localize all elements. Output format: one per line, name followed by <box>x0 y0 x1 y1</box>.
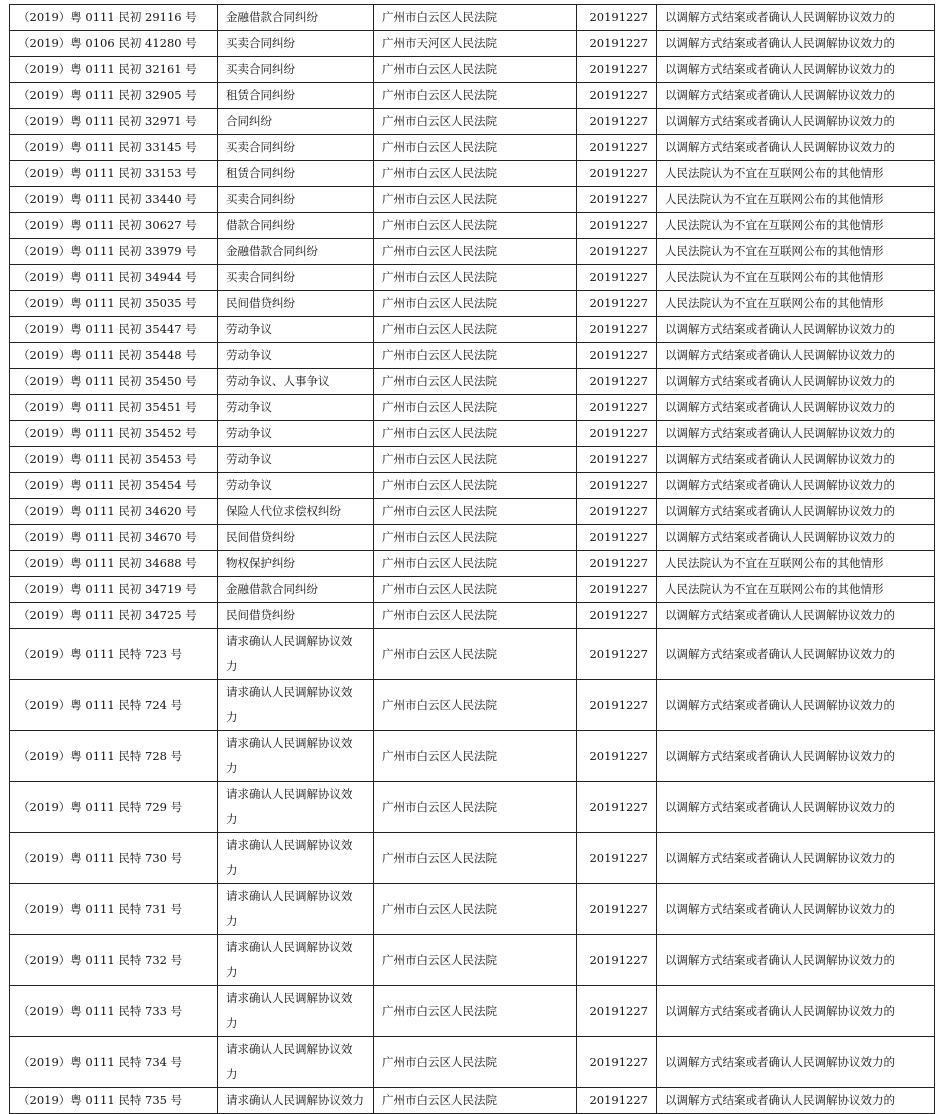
court-name-cell: 广州市白云区人民法院 <box>374 577 577 603</box>
date-cell: 20191227 <box>577 884 657 935</box>
court-name-cell: 广州市白云区人民法院 <box>374 551 577 577</box>
date-cell: 20191227 <box>577 986 657 1037</box>
date-cell: 20191227 <box>577 31 657 57</box>
date-cell: 20191227 <box>577 525 657 551</box>
case-cause-cell: 金融借款合同纠纷 <box>218 5 374 31</box>
reason-cell: 人民法院认为不宜在互联网公布的其他情形 <box>657 265 935 291</box>
court-name-cell: 广州市白云区人民法院 <box>374 680 577 731</box>
court-name-cell: 广州市白云区人民法院 <box>374 731 577 782</box>
reason-cell: 以调解方式结案或者确认人民调解协议效力的 <box>657 109 935 135</box>
reason-cell: 人民法院认为不宜在互联网公布的其他情形 <box>657 161 935 187</box>
case-number-cell: （2019）粤 0106 民初 41280 号 <box>10 31 218 57</box>
case-cause-cell: 买卖合同纠纷 <box>218 57 374 83</box>
date-cell: 20191227 <box>577 1088 657 1114</box>
case-cause-cell: 请求确认人民调解协议效力 <box>218 935 374 986</box>
reason-cell: 人民法院认为不宜在互联网公布的其他情形 <box>657 551 935 577</box>
case-number-cell: （2019）粤 0111 民初 33979 号 <box>10 239 218 265</box>
court-name-cell: 广州市白云区人民法院 <box>374 884 577 935</box>
date-cell: 20191227 <box>577 731 657 782</box>
table-row <box>10 1088 935 1114</box>
table-row <box>10 499 935 525</box>
reason-cell: 人民法院认为不宜在互联网公布的其他情形 <box>657 577 935 603</box>
reason-cell: 以调解方式结案或者确认人民调解协议效力的 <box>657 135 935 161</box>
table-row <box>10 291 935 317</box>
case-cause-cell: 劳动争议 <box>218 395 374 421</box>
court-name-cell: 广州市白云区人民法院 <box>374 782 577 833</box>
case-number-cell: （2019）粤 0111 民初 33440 号 <box>10 187 218 213</box>
court-name-cell: 广州市白云区人民法院 <box>374 369 577 395</box>
case-cause-cell: 劳动争议、人事争议 <box>218 369 374 395</box>
reason-cell: 以调解方式结案或者确认人民调解协议效力的 <box>657 731 935 782</box>
reason-cell: 以调解方式结案或者确认人民调解协议效力的 <box>657 603 935 629</box>
date-cell: 20191227 <box>577 603 657 629</box>
court-name-cell: 广州市白云区人民法院 <box>374 395 577 421</box>
case-cause-cell: 请求确认人民调解协议效力 <box>218 1037 374 1088</box>
reason-cell: 以调解方式结案或者确认人民调解协议效力的 <box>657 317 935 343</box>
case-number-cell: （2019）粤 0111 民初 33153 号 <box>10 161 218 187</box>
court-name-cell: 广州市白云区人民法院 <box>374 109 577 135</box>
case-cause-cell: 民间借贷纠纷 <box>218 525 374 551</box>
case-number-cell: （2019）粤 0111 民初 35450 号 <box>10 369 218 395</box>
table-row <box>10 239 935 265</box>
reason-cell: 以调解方式结案或者确认人民调解协议效力的 <box>657 421 935 447</box>
table-row <box>10 447 935 473</box>
table-row <box>10 5 935 31</box>
table-row <box>10 395 935 421</box>
reason-cell: 以调解方式结案或者确认人民调解协议效力的 <box>657 343 935 369</box>
table-row <box>10 265 935 291</box>
date-cell: 20191227 <box>577 57 657 83</box>
reason-cell: 以调解方式结案或者确认人民调解协议效力的 <box>657 629 935 680</box>
reason-cell: 人民法院认为不宜在互联网公布的其他情形 <box>657 187 935 213</box>
court-name-cell: 广州市白云区人民法院 <box>374 343 577 369</box>
case-cause-cell: 租赁合同纠纷 <box>218 83 374 109</box>
table-row <box>10 31 935 57</box>
court-name-cell: 广州市白云区人民法院 <box>374 833 577 884</box>
case-cause-cell: 买卖合同纠纷 <box>218 265 374 291</box>
table-row <box>10 884 935 935</box>
case-number-cell: （2019）粤 0111 民初 34725 号 <box>10 603 218 629</box>
court-name-cell: 广州市白云区人民法院 <box>374 213 577 239</box>
case-number-cell: （2019）粤 0111 民初 35448 号 <box>10 343 218 369</box>
case-cause-cell: 民间借贷纠纷 <box>218 603 374 629</box>
date-cell: 20191227 <box>577 782 657 833</box>
case-number-cell: （2019）粤 0111 民初 30627 号 <box>10 213 218 239</box>
reason-cell: 以调解方式结案或者确认人民调解协议效力的 <box>657 83 935 109</box>
date-cell: 20191227 <box>577 499 657 525</box>
court-name-cell: 广州市白云区人民法院 <box>374 5 577 31</box>
reason-cell: 以调解方式结案或者确认人民调解协议效力的 <box>657 782 935 833</box>
table-row <box>10 577 935 603</box>
case-number-cell: （2019）粤 0111 民特 732 号 <box>10 935 218 986</box>
case-cause-cell: 劳动争议 <box>218 343 374 369</box>
court-name-cell: 广州市白云区人民法院 <box>374 986 577 1037</box>
date-cell: 20191227 <box>577 317 657 343</box>
case-cause-cell: 请求确认人民调解协议效力 <box>218 782 374 833</box>
reason-cell: 以调解方式结案或者确认人民调解协议效力的 <box>657 884 935 935</box>
date-cell: 20191227 <box>577 265 657 291</box>
case-number-cell: （2019）粤 0111 民初 32971 号 <box>10 109 218 135</box>
table-row <box>10 317 935 343</box>
case-cause-cell: 劳动争议 <box>218 473 374 499</box>
case-number-cell: （2019）粤 0111 民特 728 号 <box>10 731 218 782</box>
court-name-cell: 广州市白云区人民法院 <box>374 603 577 629</box>
date-cell: 20191227 <box>577 473 657 499</box>
date-cell: 20191227 <box>577 109 657 135</box>
court-name-cell: 广州市白云区人民法院 <box>374 161 577 187</box>
table-row <box>10 343 935 369</box>
case-number-cell: （2019）粤 0111 民初 35035 号 <box>10 291 218 317</box>
court-name-cell: 广州市白云区人民法院 <box>374 421 577 447</box>
court-name-cell: 广州市天河区人民法院 <box>374 31 577 57</box>
case-cause-cell: 劳动争议 <box>218 317 374 343</box>
case-cause-cell: 劳动争议 <box>218 421 374 447</box>
reason-cell: 以调解方式结案或者确认人民调解协议效力的 <box>657 369 935 395</box>
court-name-cell: 广州市白云区人民法院 <box>374 473 577 499</box>
date-cell: 20191227 <box>577 5 657 31</box>
case-cause-cell: 请求确认人民调解协议效力 <box>218 629 374 680</box>
case-number-cell: （2019）粤 0111 民初 29116 号 <box>10 5 218 31</box>
reason-cell: 人民法院认为不宜在互联网公布的其他情形 <box>657 239 935 265</box>
table-row <box>10 629 935 680</box>
date-cell: 20191227 <box>577 1037 657 1088</box>
case-cause-cell: 请求确认人民调解协议效力 <box>218 884 374 935</box>
court-name-cell: 广州市白云区人民法院 <box>374 499 577 525</box>
reason-cell: 以调解方式结案或者确认人民调解协议效力的 <box>657 986 935 1037</box>
table-row <box>10 525 935 551</box>
case-number-cell: （2019）粤 0111 民特 733 号 <box>10 986 218 1037</box>
date-cell: 20191227 <box>577 833 657 884</box>
case-number-cell: （2019）粤 0111 民初 34620 号 <box>10 499 218 525</box>
table-row <box>10 833 935 884</box>
case-cause-cell: 买卖合同纠纷 <box>218 135 374 161</box>
date-cell: 20191227 <box>577 447 657 473</box>
table-row <box>10 603 935 629</box>
reason-cell: 以调解方式结案或者确认人民调解协议效力的 <box>657 525 935 551</box>
reason-cell: 以调解方式结案或者确认人民调解协议效力的 <box>657 31 935 57</box>
case-cause-cell: 请求确认人民调解协议效力 <box>218 1088 374 1114</box>
case-number-cell: （2019）粤 0111 民特 731 号 <box>10 884 218 935</box>
court-name-cell: 广州市白云区人民法院 <box>374 239 577 265</box>
case-number-cell: （2019）粤 0111 民初 34719 号 <box>10 577 218 603</box>
date-cell: 20191227 <box>577 239 657 265</box>
court-name-cell: 广州市白云区人民法院 <box>374 83 577 109</box>
court-name-cell: 广州市白云区人民法院 <box>374 187 577 213</box>
case-cause-cell: 劳动争议 <box>218 447 374 473</box>
table-row <box>10 782 935 833</box>
table-row <box>10 680 935 731</box>
case-number-cell: （2019）粤 0111 民初 34944 号 <box>10 265 218 291</box>
court-name-cell: 广州市白云区人民法院 <box>374 265 577 291</box>
date-cell: 20191227 <box>577 161 657 187</box>
court-name-cell: 广州市白云区人民法院 <box>374 291 577 317</box>
reason-cell: 以调解方式结案或者确认人民调解协议效力的 <box>657 447 935 473</box>
date-cell: 20191227 <box>577 680 657 731</box>
court-name-cell: 广州市白云区人民法院 <box>374 135 577 161</box>
date-cell: 20191227 <box>577 291 657 317</box>
court-name-cell: 广州市白云区人民法院 <box>374 525 577 551</box>
reason-cell: 以调解方式结案或者确认人民调解协议效力的 <box>657 935 935 986</box>
case-number-cell: （2019）粤 0111 民特 729 号 <box>10 782 218 833</box>
date-cell: 20191227 <box>577 343 657 369</box>
case-number-cell: （2019）粤 0111 民特 730 号 <box>10 833 218 884</box>
case-cause-cell: 民间借贷纠纷 <box>218 291 374 317</box>
reason-cell: 以调解方式结案或者确认人民调解协议效力的 <box>657 499 935 525</box>
table-row <box>10 187 935 213</box>
case-number-cell: （2019）粤 0111 民初 32161 号 <box>10 57 218 83</box>
table-row <box>10 731 935 782</box>
table-row <box>10 369 935 395</box>
case-number-cell: （2019）粤 0111 民特 734 号 <box>10 1037 218 1088</box>
reason-cell: 以调解方式结案或者确认人民调解协议效力的 <box>657 680 935 731</box>
date-cell: 20191227 <box>577 135 657 161</box>
court-name-cell: 广州市白云区人民法院 <box>374 629 577 680</box>
court-name-cell: 广州市白云区人民法院 <box>374 1088 577 1114</box>
case-cause-cell: 保险人代位求偿权纠纷 <box>218 499 374 525</box>
date-cell: 20191227 <box>577 213 657 239</box>
case-number-cell: （2019）粤 0111 民初 34670 号 <box>10 525 218 551</box>
case-number-cell: （2019）粤 0111 民特 723 号 <box>10 629 218 680</box>
case-cause-cell: 合同纠纷 <box>218 109 374 135</box>
case-cause-cell: 物权保护纠纷 <box>218 551 374 577</box>
case-cause-cell: 买卖合同纠纷 <box>218 31 374 57</box>
case-number-cell: （2019）粤 0111 民特 735 号 <box>10 1088 218 1114</box>
case-cause-cell: 买卖合同纠纷 <box>218 187 374 213</box>
case-cause-cell: 金融借款合同纠纷 <box>218 577 374 603</box>
case-number-cell: （2019）粤 0111 民初 35451 号 <box>10 395 218 421</box>
case-number-cell: （2019）粤 0111 民初 33145 号 <box>10 135 218 161</box>
case-list-body <box>10 5 935 1114</box>
case-number-cell: （2019）粤 0111 民初 35454 号 <box>10 473 218 499</box>
date-cell: 20191227 <box>577 369 657 395</box>
reason-cell: 以调解方式结案或者确认人民调解协议效力的 <box>657 1037 935 1088</box>
date-cell: 20191227 <box>577 421 657 447</box>
reason-cell: 以调解方式结案或者确认人民调解协议效力的 <box>657 395 935 421</box>
court-name-cell: 广州市白云区人民法院 <box>374 1037 577 1088</box>
date-cell: 20191227 <box>577 187 657 213</box>
date-cell: 20191227 <box>577 395 657 421</box>
case-cause-cell: 请求确认人民调解协议效力 <box>218 731 374 782</box>
table-row <box>10 83 935 109</box>
case-number-cell: （2019）粤 0111 民初 35453 号 <box>10 447 218 473</box>
reason-cell: 以调解方式结案或者确认人民调解协议效力的 <box>657 473 935 499</box>
table-row <box>10 135 935 161</box>
table-row <box>10 57 935 83</box>
case-cause-cell: 请求确认人民调解协议效力 <box>218 680 374 731</box>
case-cause-cell: 租赁合同纠纷 <box>218 161 374 187</box>
court-name-cell: 广州市白云区人民法院 <box>374 447 577 473</box>
table-row <box>10 161 935 187</box>
date-cell: 20191227 <box>577 83 657 109</box>
court-name-cell: 广州市白云区人民法院 <box>374 317 577 343</box>
court-name-cell: 广州市白云区人民法院 <box>374 57 577 83</box>
reason-cell: 以调解方式结案或者确认人民调解协议效力的 <box>657 833 935 884</box>
case-number-cell: （2019）粤 0111 民初 35452 号 <box>10 421 218 447</box>
case-cause-cell: 请求确认人民调解协议效力 <box>218 986 374 1037</box>
case-list-table <box>9 4 935 1114</box>
reason-cell: 人民法院认为不宜在互联网公布的其他情形 <box>657 213 935 239</box>
court-name-cell: 广州市白云区人民法院 <box>374 935 577 986</box>
case-cause-cell: 借款合同纠纷 <box>218 213 374 239</box>
table-row <box>10 109 935 135</box>
table-row <box>10 986 935 1037</box>
date-cell: 20191227 <box>577 935 657 986</box>
case-number-cell: （2019）粤 0111 民初 34688 号 <box>10 551 218 577</box>
table-row <box>10 1037 935 1088</box>
reason-cell: 人民法院认为不宜在互联网公布的其他情形 <box>657 291 935 317</box>
table-row <box>10 551 935 577</box>
date-cell: 20191227 <box>577 629 657 680</box>
table-row <box>10 421 935 447</box>
reason-cell: 以调解方式结案或者确认人民调解协议效力的 <box>657 1088 935 1114</box>
table-row <box>10 473 935 499</box>
date-cell: 20191227 <box>577 551 657 577</box>
date-cell: 20191227 <box>577 577 657 603</box>
case-cause-cell: 金融借款合同纠纷 <box>218 239 374 265</box>
table-row <box>10 935 935 986</box>
case-cause-cell: 请求确认人民调解协议效力 <box>218 833 374 884</box>
case-number-cell: （2019）粤 0111 民初 35447 号 <box>10 317 218 343</box>
case-number-cell: （2019）粤 0111 民初 32905 号 <box>10 83 218 109</box>
table-row <box>10 213 935 239</box>
reason-cell: 以调解方式结案或者确认人民调解协议效力的 <box>657 5 935 31</box>
reason-cell: 以调解方式结案或者确认人民调解协议效力的 <box>657 57 935 83</box>
case-number-cell: （2019）粤 0111 民特 724 号 <box>10 680 218 731</box>
